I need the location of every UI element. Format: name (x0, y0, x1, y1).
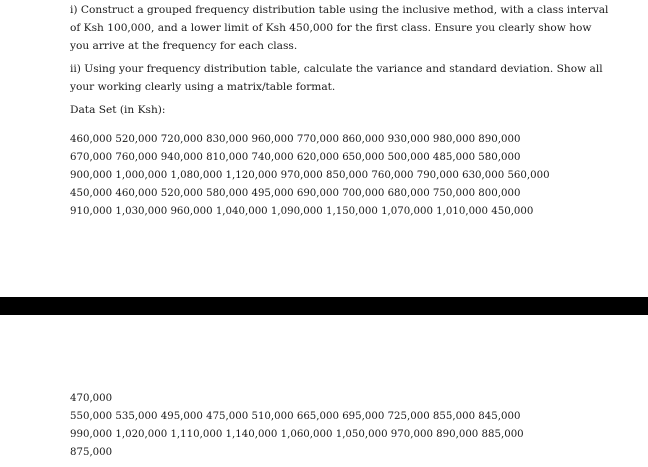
data-row: 875,000 (70, 447, 113, 458)
data-set-label (70, 101, 610, 119)
page-separator-band (0, 297, 648, 315)
data-set-label-text: Data Set (in Ksh): (70, 104, 166, 116)
question-i-line: you arrive at the frequency for each class. (70, 40, 298, 52)
data-row: 910,000 1,030,000 960,000 1,040,000 1,090,000 1,150,000 1,070,000 1,010,000 450,000 (70, 206, 534, 217)
data-set-continued-block (70, 390, 610, 462)
data-row: 550,000 535,000 495,000 475,000 510,000 665,000 695,000 725,000 855,000 845,000 (70, 411, 521, 422)
question-ii-paragraph (70, 60, 610, 96)
data-row: 470,000 (70, 393, 113, 404)
question-ii-line: your working clearly using a matrix/table format. (70, 81, 336, 93)
data-row: 460,000 520,000 720,000 830,000 960,000 770,000 860,000 930,000 980,000 890,000 (70, 134, 521, 145)
data-row: 450,000 460,000 520,000 580,000 495,000 690,000 700,000 680,000 750,000 800,000 (70, 188, 521, 199)
question-i-line: i) Construct a grouped frequency distribution table using the inclusive method, with a class interval (70, 4, 609, 16)
question-ii-line: ii) Using your frequency distribution table, calculate the variance and standard deviation. Show all (70, 63, 603, 75)
data-row: 990,000 1,020,000 1,110,000 1,140,000 1,060,000 1,050,000 970,000 890,000 885,000 (70, 429, 524, 440)
data-row: 670,000 760,000 940,000 810,000 740,000 620,000 650,000 500,000 485,000 580,000 (70, 152, 521, 163)
data-set-block (70, 131, 610, 221)
data-row: 900,000 1,000,000 1,080,000 1,120,000 970,000 850,000 760,000 790,000 630,000 560,000 (70, 170, 550, 181)
question-i-line: of Ksh 100,000, and a lower limit of Ksh 450,000 for the first class. Ensure you clearly show how (70, 22, 592, 34)
question-i-paragraph (70, 1, 610, 55)
